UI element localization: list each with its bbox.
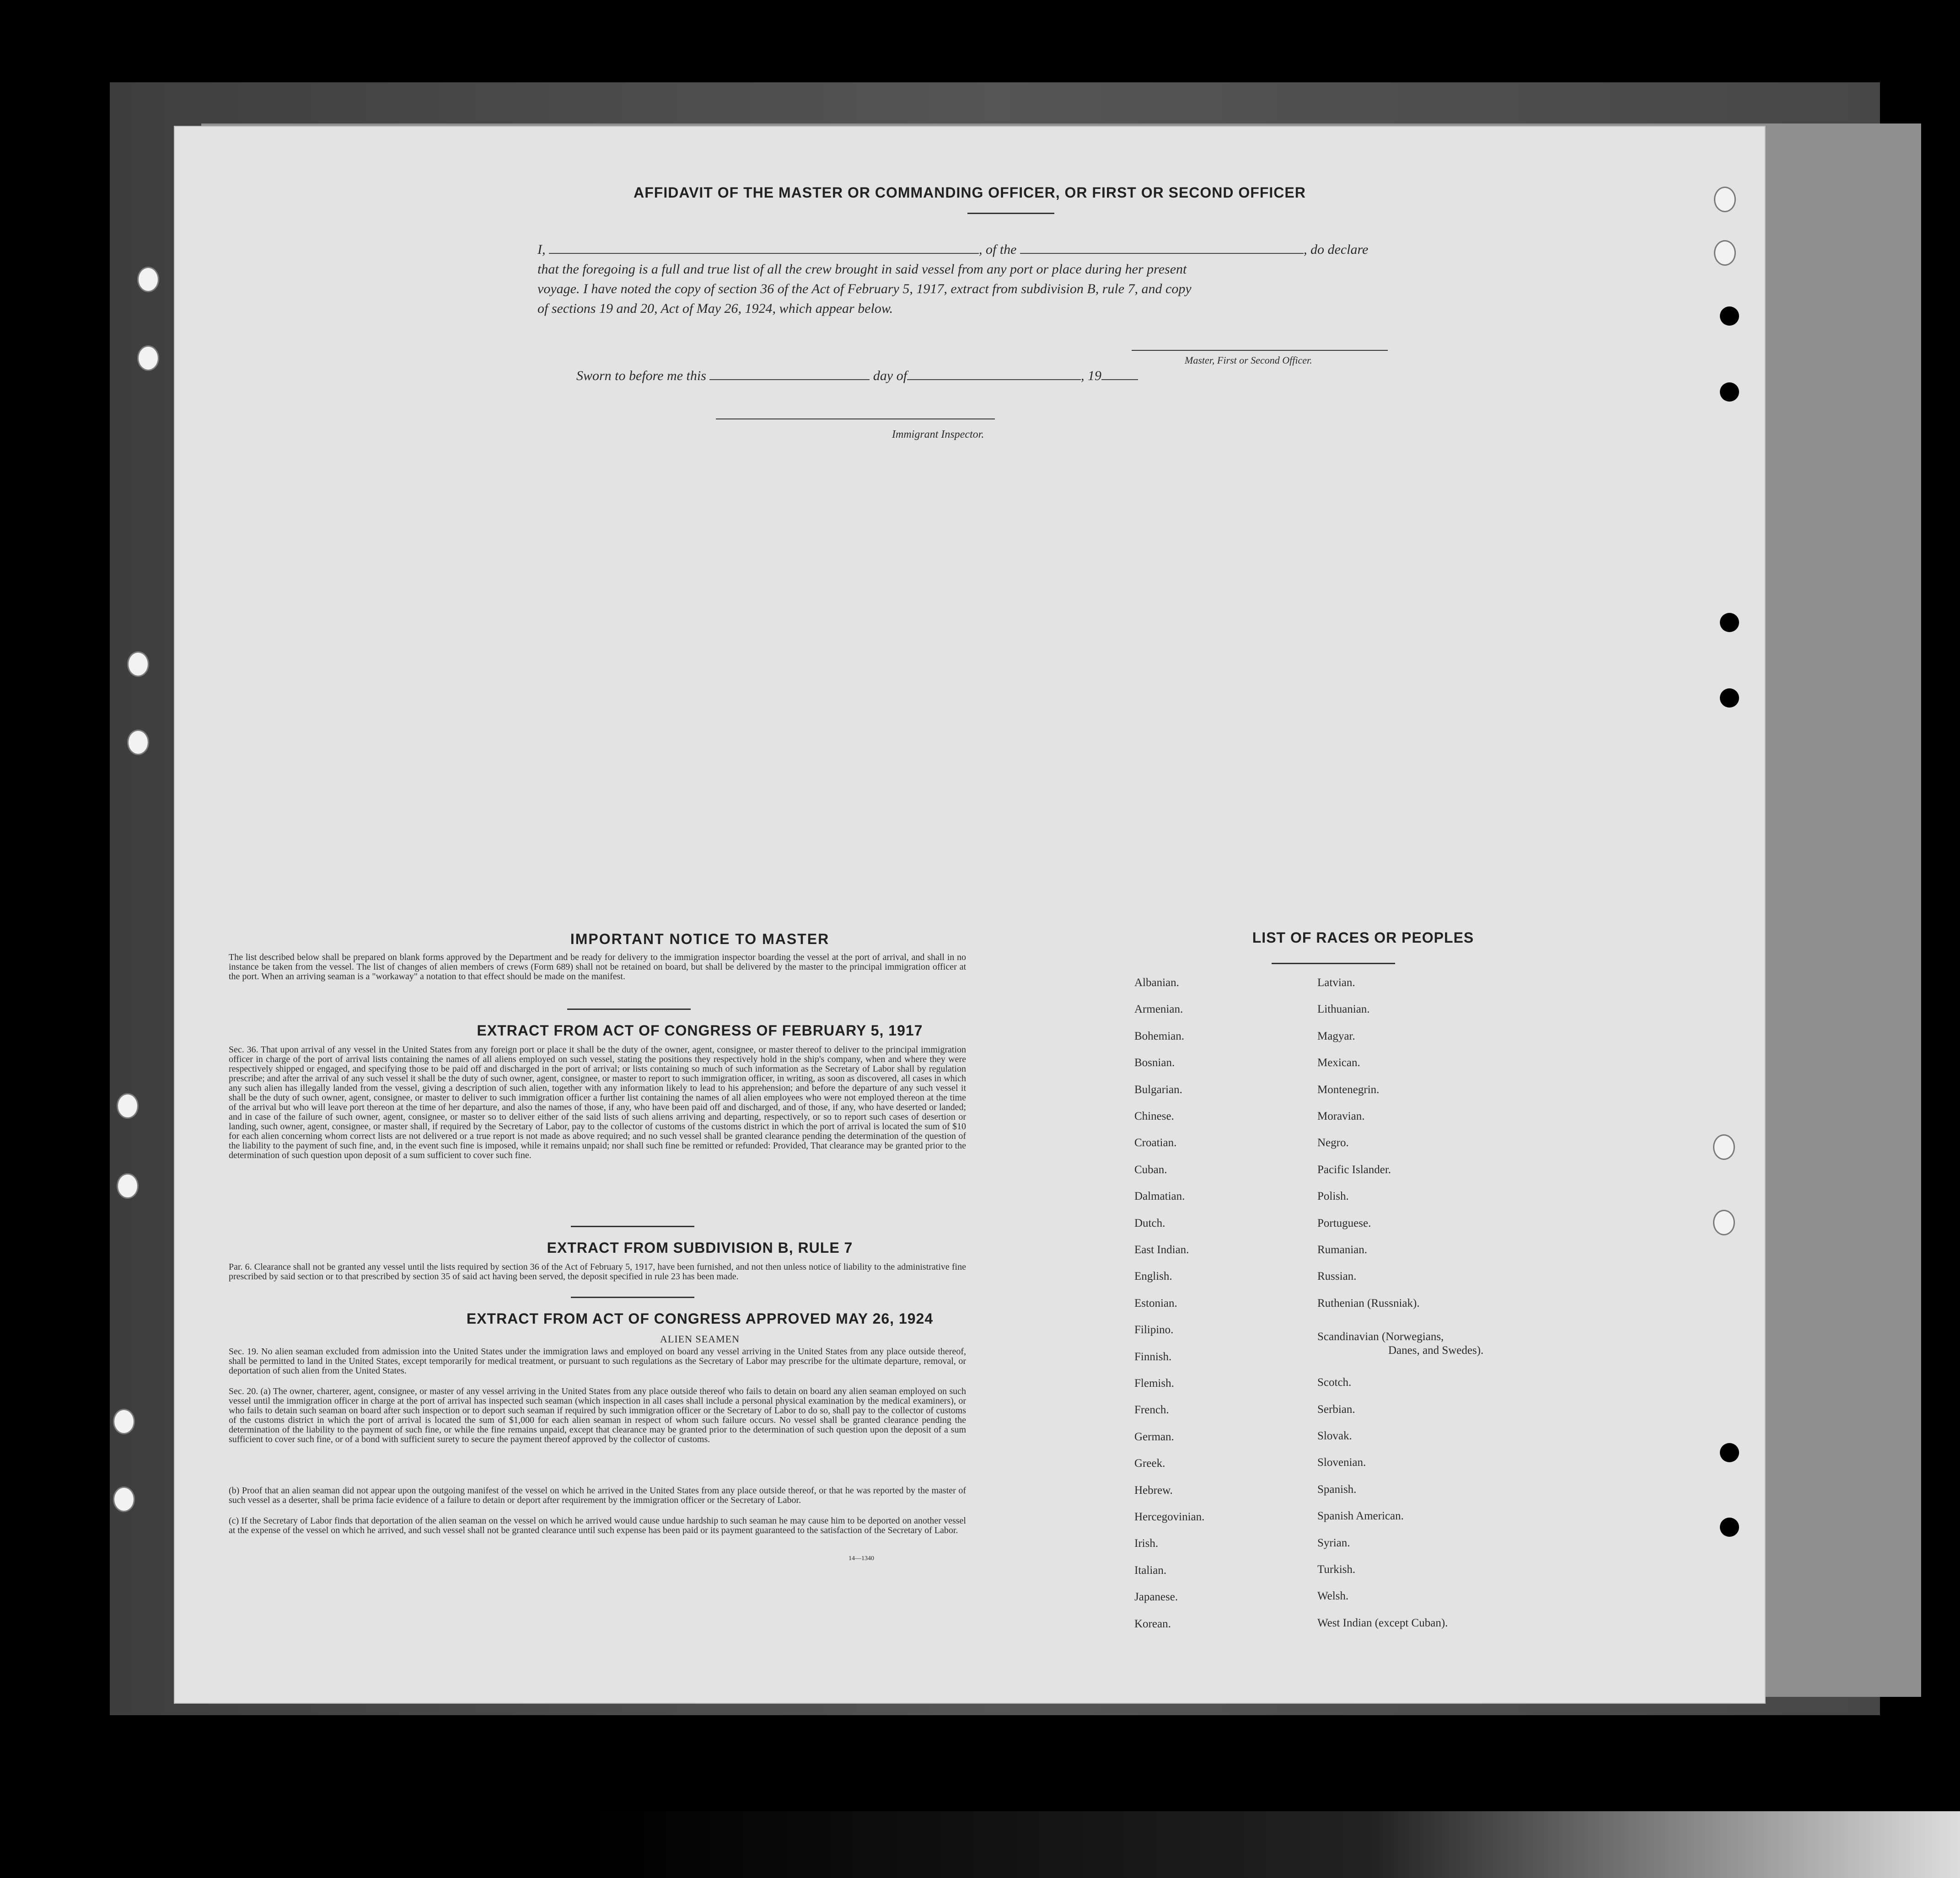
race-item: Flemish. xyxy=(1134,1377,1174,1390)
race-item: Bohemian. xyxy=(1134,1030,1185,1042)
race-item: Montenegrin. xyxy=(1317,1083,1380,1096)
extract-1917-body: Sec. 36. That upon arrival of any vessel in the United States from any foreign port or place it shall be the duty of the owner, agent, consignee, or master thereof to deliver to the principal immigration officer in charge of the port of arrival lists containing the names of all aliens employed on such vessel, stating the positions they respectively hold in the ship's company, when and where they were respectively shipped or engaged, and specifying those to be paid off and discharged in the port of arrival; or lists containing so much of such information as the Secretary of Labor shall by regulation prescribe; and after the arrival of any such vessel it shall be the duty of such owner, agent, consignee, or master to report to such immigration officer, in writing, as soon as discovered, all cases in which any such alien has illegally landed from the vessel, giving a description of such alien, together with any information likely to lead to his apprehension; and before the departure of any such vessel it shall be the duty of such owner, agent, consignee, or master to deliver to such immigration officer a further list containing the names of all alien employees who were not employed thereon at the time of the arrival but who will leave port thereon at the time of her departure, and also the names of those, if any, who have been paid off and discharged, and of those, if any, who have deserted or landed; and in case of the failure of such owner, agent, consignee, or master so to deliver either of the said lists of such aliens arriving and departing, respectively, or so to report such cases of desertion or landing, such owner, agent, consignee, or master shall, if required by the Secretary of Labor, pay to the collector of customs of the customs district in which the port of arrival is located the sum of $10 for each alien concerning whom correct lists are not delivered or a true report is not made as above required; and no such vessel shall be granted clearance pending the determination of the question of the liability to the payment of such fine, and, in the event such fine is imposed, while it remains unpaid; nor shall such fine be remitted or refunded: Provided, That clearance may be granted prior to the determination of such question upon deposit of a sum sufficient to cover such fine. xyxy=(229,1045,966,1160)
binder-hole xyxy=(137,267,159,292)
binder-hole xyxy=(113,1486,135,1512)
race-item: Cuban. xyxy=(1134,1163,1167,1176)
binder-hole xyxy=(137,345,159,371)
race-item: Greek. xyxy=(1134,1457,1165,1470)
notice-body: The list described below shall be prepared on blank forms approved by the Department and be ready for delivery to the immigration inspector boarding the vessel at the port of arrival, and shall in no instance be taken from the vessel. The list of changes of alien members of crews (Form 689) shall not be retained on board, but shall be delivered by the master to the principal immigration officer at the port. When an arriving seaman is a "workaway" a notation to that effect should be made on the manifest. xyxy=(229,952,966,982)
affidavit-line-1 xyxy=(537,242,1416,258)
sworn-line xyxy=(576,368,1217,384)
race-item: Spanish American. xyxy=(1317,1510,1404,1523)
subdiv-b-body: Par. 6. Clearance shall not be granted any vessel until the lists required by section 36 of the Act of February 5, 1917, have been furnished, and not then unless notice of liability to the administrative fine prescribed by said section or to that prescribed by section 35 of said act having been served, the deposit specified in rule 23 has been made. xyxy=(229,1262,966,1282)
sec-19-body: Sec. 19. No alien seaman excluded from admission into the United States under the immigration laws and employed on board any vessel arriving in the United States from any place outside thereof, shall be permitted to land in the United States, except temporarily for medical treatment, or pursuant to such regulations as the Secretary of Labor may prescribe for the ultimate departure, removal, or deportation of such alien from the United States. xyxy=(229,1347,966,1376)
extract-1917-title: EXTRACT FROM ACT OF CONGRESS OF FEBRUARY 5, 1917 xyxy=(477,1022,923,1039)
affidavit-i: I, xyxy=(537,242,546,257)
binder-hole-dark xyxy=(1720,382,1739,402)
notice-rule xyxy=(567,1009,691,1010)
binder-hole xyxy=(1714,187,1736,212)
race-item: Welsh. xyxy=(1317,1590,1349,1603)
race-item: Italian. xyxy=(1134,1564,1167,1577)
race-item: English. xyxy=(1134,1270,1172,1283)
race-item: Magyar. xyxy=(1317,1030,1355,1042)
extract-1924-title: EXTRACT FROM ACT OF CONGRESS APPROVED MAY 26, 1924 xyxy=(466,1310,934,1327)
race-item: Moravian. xyxy=(1317,1110,1365,1122)
affidavit-line-4: of sections 19 and 20, Act of May 26, 1924, which appear below. xyxy=(537,301,893,316)
race-item: Irish. xyxy=(1134,1537,1159,1550)
affidavit-rule xyxy=(967,213,1054,214)
notice-title: IMPORTANT NOTICE TO MASTER xyxy=(570,931,830,947)
race-item: Pacific Islander. xyxy=(1317,1163,1391,1176)
race-item: Scandinavian (Norwegians, xyxy=(1317,1331,1444,1343)
races-rule xyxy=(1272,963,1395,964)
binder-hole-dark xyxy=(1720,1518,1739,1537)
vessel-name-blank[interactable] xyxy=(1020,253,1304,254)
race-item: Armenian. xyxy=(1134,1003,1183,1016)
form-number: 14—1340 xyxy=(848,1555,874,1562)
race-item: Chinese. xyxy=(1134,1110,1174,1122)
race-item: Danes, and Swedes). xyxy=(1388,1344,1484,1357)
race-item: Latvian. xyxy=(1317,977,1355,989)
binder-hole xyxy=(1713,1210,1735,1235)
binder-hole xyxy=(1714,240,1736,266)
race-item: Dutch. xyxy=(1134,1217,1165,1229)
race-item: Serbian. xyxy=(1317,1403,1355,1416)
race-item: Japanese. xyxy=(1134,1591,1178,1604)
race-item: Korean. xyxy=(1134,1617,1171,1630)
sworn-year-blank[interactable] xyxy=(1101,379,1138,380)
race-item: Estonian. xyxy=(1134,1297,1177,1309)
race-item: Negro. xyxy=(1317,1137,1349,1149)
binder-hole xyxy=(1713,1134,1735,1160)
race-item: West Indian (except Cuban). xyxy=(1317,1616,1448,1629)
race-item: Bulgarian. xyxy=(1134,1083,1182,1096)
race-item: German. xyxy=(1134,1430,1174,1443)
sec-20a-body: Sec. 20. (a) The owner, charterer, agent, consignee, or master of any vessel arriving in the United States from any place outside thereof who fails to detain on board any alien seaman employed on such vessel until the immigration officer in charge at the port of arrival has inspected such seaman (which inspection in all cases shall include a personal physical examination by the medical examiners), or who fails to detain such seaman on board after such inspection or to deport such seaman if required by such immigration officer or the Secretary of Labor to do so, shall pay to the collector of customs of the customs district in which the port of arrival is located the sum of $1,000 for each alien seaman in respect of whom such failure occurs. No vessel shall be granted clearance pending the determination of the liability to the payment of such fine, or while the fine remains unpaid, except that clearance may be granted prior to the determination of such question upon the deposit of a sum sufficient to cover such fine, or of a bond with sufficient surety to secure the payment thereof approved by the collector of customs. xyxy=(229,1386,966,1444)
races-title: LIST OF RACES OR PEOPLES xyxy=(1252,929,1474,946)
binder-hole-dark xyxy=(1720,688,1739,708)
subdiv-b-rule xyxy=(571,1297,694,1298)
alien-seamen-subtitle: ALIEN SEAMEN xyxy=(660,1333,740,1345)
affidavit-title: AFFIDAVIT OF THE MASTER OR COMMANDING OFFICER, OR FIRST OR SECOND OFFICER xyxy=(634,184,1306,201)
year-text: , 19 xyxy=(1081,368,1102,383)
race-item: Hebrew. xyxy=(1134,1484,1173,1497)
scan-bottom-strip xyxy=(0,1811,1960,1878)
race-item: Spanish. xyxy=(1317,1483,1357,1496)
race-item: Ruthenian (Russniak). xyxy=(1317,1297,1420,1309)
race-item: Albanian. xyxy=(1134,977,1179,989)
binder-hole xyxy=(113,1409,135,1434)
sec-20b-body: (b) Proof that an alien seaman did not appear upon the outgoing manifest of the vessel on which he arrived in the United States from any place outside thereof, or that he was reported by the master of such vessel as a deserter, shall be prima facie evidence of a failure to detain or deport after requirement by the immigration officer or the Secretary of Labor. xyxy=(229,1486,966,1505)
race-item: Portuguese. xyxy=(1317,1217,1371,1229)
inspector-label: Immigrant Inspector. xyxy=(892,429,984,440)
race-item: Dalmatian. xyxy=(1134,1190,1185,1203)
binder-hole xyxy=(117,1173,139,1199)
binder-hole-dark xyxy=(1720,613,1739,632)
race-item: Syrian. xyxy=(1317,1536,1350,1549)
officer-signature-line[interactable] xyxy=(1132,350,1388,351)
race-item: Hercegovinian. xyxy=(1134,1511,1205,1523)
race-item: Bosnian. xyxy=(1134,1057,1175,1069)
race-item: Filipino. xyxy=(1134,1324,1174,1336)
race-item: Slovak. xyxy=(1317,1430,1352,1442)
race-item: Russian. xyxy=(1317,1270,1357,1283)
race-item: Finnish. xyxy=(1134,1350,1172,1363)
sworn-day-blank[interactable] xyxy=(709,379,870,380)
race-item: Rumanian. xyxy=(1317,1244,1368,1256)
binder-hole-dark xyxy=(1720,1443,1739,1462)
master-name-blank[interactable] xyxy=(549,253,979,254)
race-item: Polish. xyxy=(1317,1190,1349,1203)
binder-hole xyxy=(127,730,149,755)
affidavit-line-3: voyage. I have noted the copy of section 36 of the Act of February 5, 1917, extract from subdivision B, rule 7, and copy xyxy=(537,281,1192,296)
officer-label: Master, First or Second Officer. xyxy=(1185,354,1312,366)
race-item: Croatian. xyxy=(1134,1137,1177,1149)
race-item: East Indian. xyxy=(1134,1244,1189,1256)
affidavit-of-the: , of the xyxy=(979,242,1017,257)
binder-hole xyxy=(127,651,149,677)
affidavit-declare: , do declare xyxy=(1304,242,1369,257)
sec-20c-body: (c) If the Secretary of Labor finds that deportation of the alien seaman on the vessel on which he arrived would cause undue hardship to such seaman he may cause him to be deported on another vessel at the expense of the vessel on which he arrived, and such vessel shall not be granted clearance until such expense has been paid or its payment guaranteed to the satisfaction of the Secretary of Labor. xyxy=(229,1516,966,1535)
binder-hole xyxy=(117,1093,139,1119)
sworn-month-blank[interactable] xyxy=(907,379,1081,380)
race-item: Slovenian. xyxy=(1317,1456,1366,1469)
race-item: Lithuanian. xyxy=(1317,1003,1370,1016)
race-item: French. xyxy=(1134,1404,1169,1417)
day-of-text: day of xyxy=(873,368,908,383)
sworn-text: Sworn to before me this xyxy=(576,368,706,383)
race-item: Mexican. xyxy=(1317,1057,1360,1069)
extract-1917-rule xyxy=(571,1226,694,1227)
subdiv-b-title: EXTRACT FROM SUBDIVISION B, RULE 7 xyxy=(547,1239,853,1256)
race-item: Turkish. xyxy=(1317,1563,1356,1576)
race-item: Scotch. xyxy=(1317,1376,1352,1389)
binder-hole-dark xyxy=(1720,306,1739,326)
affidavit-line-2: that the foregoing is a full and true list of all the crew brought in said vessel from any port or place during her present xyxy=(537,262,1187,277)
document-page xyxy=(174,126,1766,1704)
